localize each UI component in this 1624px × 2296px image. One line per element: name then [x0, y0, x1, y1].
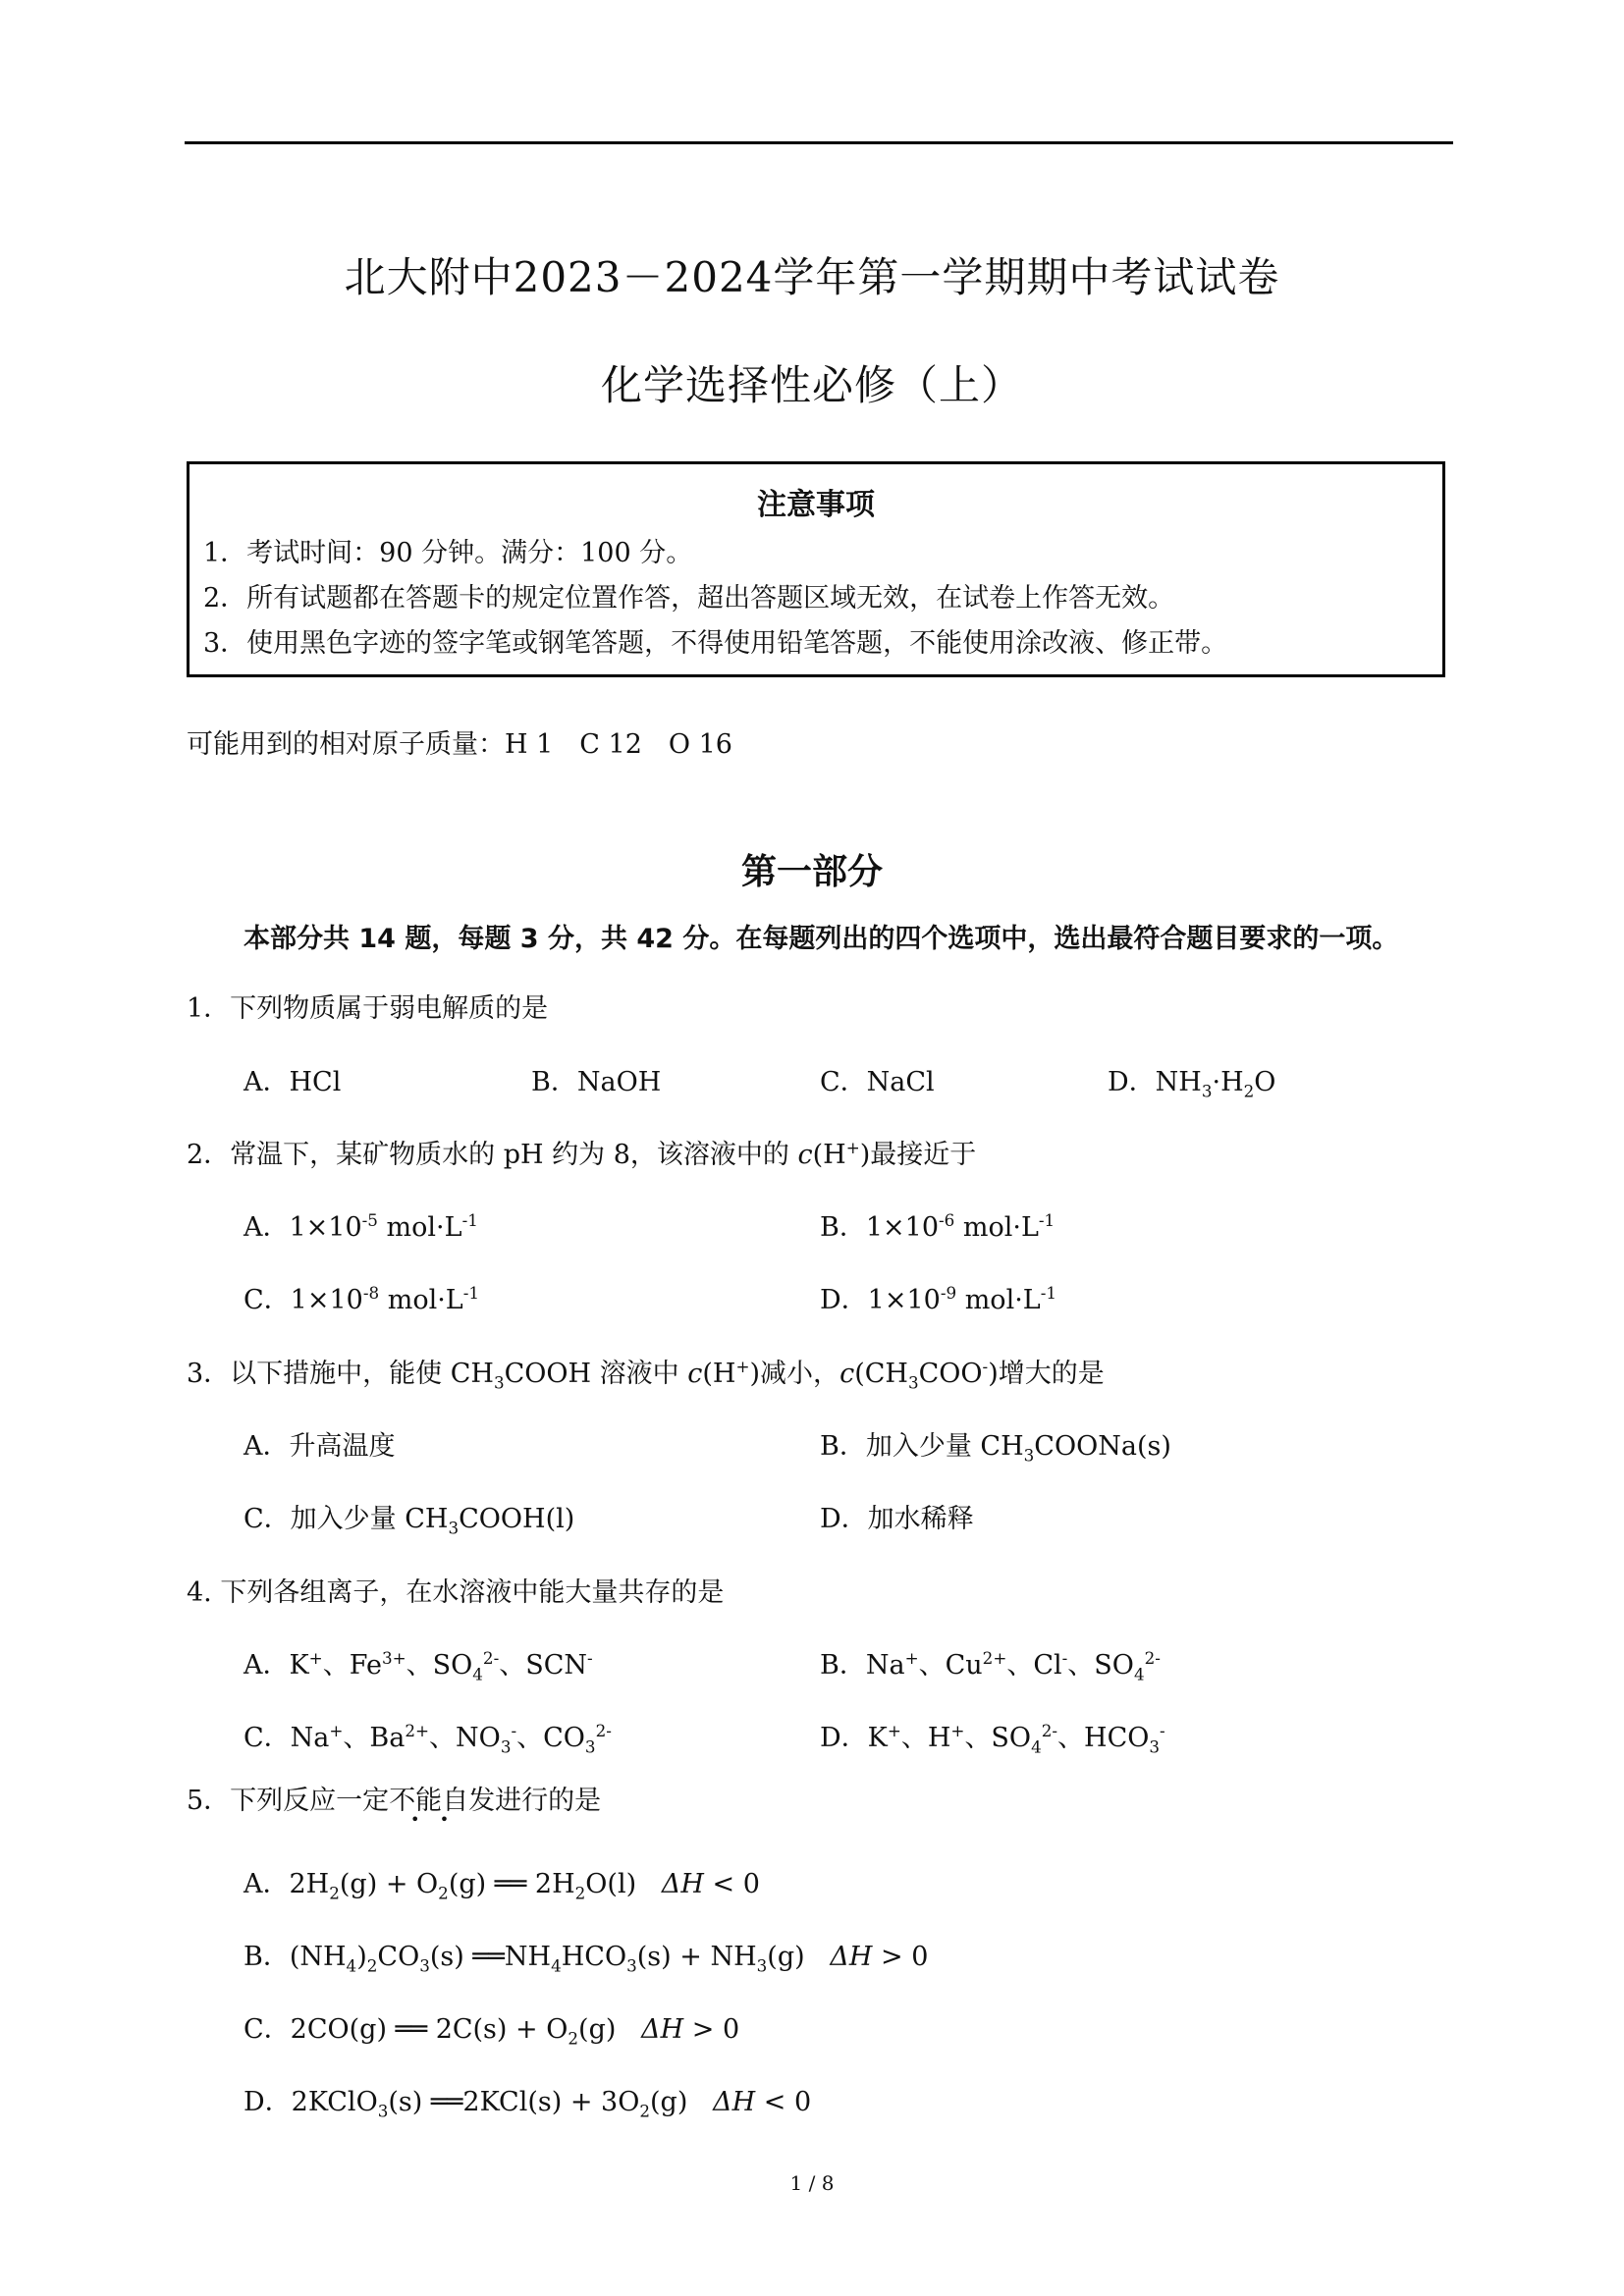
- equals-sign: ══: [494, 1869, 527, 1899]
- notice-item: 1．考试时间：90 分钟。满分：100 分。: [203, 538, 693, 568]
- q1-option-a: A．HCl: [244, 1067, 342, 1097]
- q2-option-b: B．$1\times 10^{-6}$ $mol\cdot L^{-1}$: [820, 1210, 1056, 1243]
- question-1-stem: 1．下列物质属于弱电解质的是: [187, 993, 549, 1024]
- q5-option-a: A．$2H_2(g) + O_2(g)$ ══ $2H_2O(l)$ ΔH < 0: [244, 1869, 760, 1903]
- equals-sign: ══: [430, 2087, 463, 2117]
- page-number: 1 / 8: [789, 2171, 835, 2195]
- notice-item: 2．所有试题都在答题卡的规定位置作答，超出答题区域无效，在试卷上作答无效。: [203, 583, 1175, 614]
- q5-option-b: B．$(NH_4)_2CO_3(s)$ $══NH_4HCO_3(s) + NH_3(g)$ ΔH > 0: [244, 1942, 929, 1976]
- q5-option-c: C．2CO(g) ══ $2C(s) + O_2(g)$ ΔH > 0: [244, 2014, 740, 2049]
- equals-sign: ══: [472, 1942, 505, 1972]
- q3-option-b: B．加入少量 $CH_3COONa(s)$: [820, 1431, 1171, 1466]
- q1-option-d: D．$NH_3\cdot H_2O$: [1108, 1067, 1276, 1101]
- q1-option-c: C．NaCl: [820, 1067, 935, 1097]
- exam-subtitle: 化学选择性必修（上）: [600, 361, 1023, 409]
- q4-option-d: D．K+、H+、$SO_4^{2-}$、$HCO_3^-$: [820, 1721, 1165, 1757]
- equals-sign: ══: [395, 2014, 428, 2045]
- atomic-masses: 可能用到的相对原子质量：H 1 C 12 O 16: [187, 729, 732, 760]
- question-3-stem: 3．以下措施中，能使 $CH_3COOH$ 溶液中 c(H+)减小，$c(CH_3COO^-)$增大的是: [187, 1357, 1105, 1393]
- question-4-stem: 4. 下列各组离子，在水溶液中能大量共存的是: [187, 1577, 725, 1608]
- q2-option-a: A．$1\times 10^{-5}$ $mol\cdot L^{-1}$: [244, 1210, 478, 1243]
- question-2-stem: 2．常温下，某矿物质水的 pH 约为 8，该溶液中的 c(H+)最接近于: [187, 1138, 977, 1170]
- q2-option-c: C．$1\times 10^{-8}$ $mol\cdot L^{-1}$: [244, 1283, 480, 1315]
- q4-option-c: C．Na+、$Ba^{2+}$、$NO_3^-$、$CO_3^{2-}$: [244, 1721, 612, 1757]
- emphasis-dot-marks: • •: [410, 1810, 450, 1829]
- exam-title: 北大附中2023－2024学年第一学期期中考试试卷: [344, 253, 1280, 301]
- notice-title: 注意事项: [757, 488, 875, 522]
- q1-option-b: B．NaOH: [531, 1067, 662, 1097]
- question-5-stem: 5．下列反应一定不能自发进行的是: [187, 1786, 602, 1816]
- q4-option-b: B．Na+、$Cu^{2+}$、Cl-、$SO_4^{2-}$: [820, 1648, 1161, 1684]
- q3-option-d: D．加水稀释: [820, 1504, 974, 1534]
- section-title: 第一部分: [740, 852, 883, 892]
- q3-option-c: C．加入少量 $CH_3COOH(l)$: [244, 1504, 575, 1538]
- q3-option-a: A．升高温度: [244, 1431, 396, 1462]
- notice-item: 3．使用黑色字迹的签字笔或钢笔答题，不得使用铅笔答题，不能使用涂改液、修正带。: [203, 628, 1228, 659]
- q5-option-d: D．2KClO$_3$(s) ══2KCl(s) + $3O_2(g)$ ΔH < 0: [244, 2087, 812, 2121]
- notice-box: [187, 461, 1445, 677]
- section-description: 本部分共 14 题，每题 3 分，共 42 分。在每题列出的四个选项中，选出最符合题目要求的一项。: [244, 924, 1399, 954]
- q2-option-d: D．$1\times 10^{-9}$ $mol\cdot L^{-1}$: [820, 1283, 1057, 1315]
- emphasis-dots: 不能: [389, 1786, 443, 1816]
- header-rule: [185, 141, 1453, 144]
- q4-option-a: A．K+、$Fe^{3+}$、$SO_4^{2-}$、SCN-: [244, 1648, 593, 1684]
